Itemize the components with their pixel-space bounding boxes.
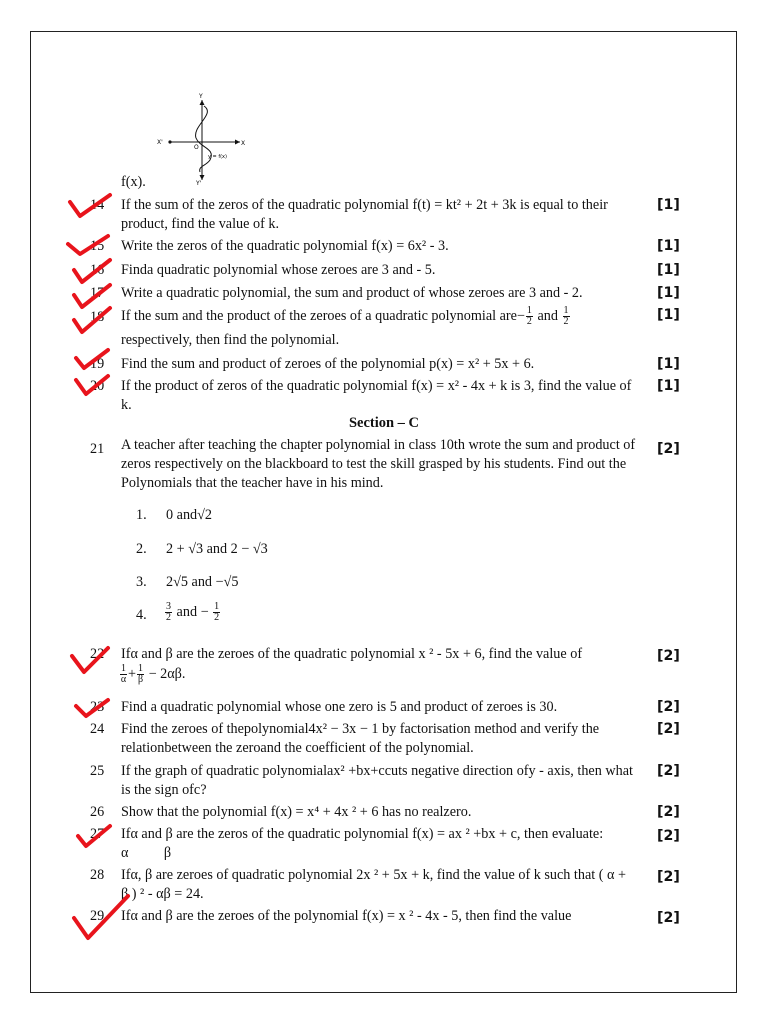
marks: [1]	[657, 356, 680, 372]
marks: [2]	[657, 441, 680, 457]
question-number: 24	[90, 721, 105, 737]
check-mark-icon	[72, 346, 112, 374]
marks: [2]	[657, 828, 680, 844]
question-text-part: and	[537, 307, 558, 324]
list-item-index: 1.	[136, 507, 147, 523]
list-item: 2√5 and −√5	[166, 574, 239, 590]
list-item: $\frac{3}{2}$ and − $\frac{1}{2}$	[166, 601, 220, 623]
fraction: $\frac{1}{2}$	[214, 601, 220, 623]
svg-text:Y: Y	[199, 93, 203, 100]
marks: [2]	[657, 699, 680, 715]
question-text	[121, 306, 651, 327]
question-text: Show that the polynomial f(x) = x⁴ + 4x ² + 6 has no realzero.	[121, 804, 472, 820]
list-item-index: 4.	[136, 607, 147, 623]
question-text: If the graph of quadratic polynomialax² +bx+ccuts negative direction ofy - axis, then what is the sign ofc?	[121, 763, 633, 798]
question-text-part: If the sum and the product of the zeroes of a quadratic polynomial are−	[121, 307, 525, 324]
question-text: Write a quadratic polynomial, the sum and product of whose zeroes are 3 and - 2.	[121, 285, 583, 301]
question-text-cont: respectively, then find the polynomial.	[121, 332, 340, 348]
svg-text:Y': Y'	[196, 180, 202, 187]
question-text: Ifα and β are the zeroes of the quadratic polynomial x ² - 5x + 6, find the value of	[121, 646, 583, 662]
check-mark-icon	[70, 304, 114, 336]
question-number: 16	[90, 262, 105, 278]
list-item: 2 + √3 and 2 − √3	[166, 541, 268, 557]
question-text: If the sum of the zeros of the quadratic polynomial f(t) = kt² + 2t + 3k is equal to their product, find the value of k.	[121, 197, 608, 232]
fraction: $\frac{1}{2}$	[563, 305, 569, 327]
question-number: 26	[90, 804, 105, 820]
question-text: Finda quadratic polynomial whose zeroes are 3 and - 5.	[121, 262, 436, 278]
marks: [2]	[657, 721, 680, 737]
check-mark-icon	[72, 372, 112, 398]
question-number: 17	[90, 285, 105, 301]
svg-text:X': X'	[157, 139, 163, 146]
question-number: 22	[90, 646, 105, 662]
marks: [2]	[657, 804, 680, 820]
question-number: 29	[90, 908, 105, 924]
svg-text:X: X	[241, 140, 246, 147]
question-number: 18	[90, 309, 105, 325]
svg-text:O: O	[194, 144, 199, 151]
question-number: 20	[90, 378, 105, 394]
check-mark-icon	[72, 696, 112, 720]
marks: [1]	[657, 238, 680, 254]
fx-label: f(x).	[121, 174, 146, 190]
question-text: Find a quadratic polynomial whose one zero is 5 and product of zeroes is 30.	[121, 699, 558, 715]
marks: [1]	[657, 262, 680, 278]
question-text: Find the sum and product of zeroes of the polynomial p(x) = x² + 5x + 6.	[121, 356, 535, 372]
check-mark-icon	[68, 892, 132, 944]
question-number: 28	[90, 867, 105, 883]
marks: [1]	[657, 307, 680, 323]
check-mark-icon	[74, 822, 114, 850]
question-text: Ifα and β are the zeros of the quadratic polynomial f(x) = ax ² +bx + c, then evaluate: α β	[121, 826, 621, 861]
marks: [2]	[657, 910, 680, 926]
question-number: 15	[90, 238, 105, 254]
list-item: 0 and√2	[166, 507, 213, 523]
question-text: Find the zeroes of thepolynomial4x² − 3x − 1 by factorisation method and verify the relationbetween the zeroand the coefficient of the polynomial.	[121, 721, 600, 756]
question-number: 21	[90, 441, 105, 457]
marks: [1]	[657, 285, 680, 301]
svg-text:y = f(x): y = f(x)	[208, 154, 227, 160]
list-item-index: 3.	[136, 574, 147, 590]
check-mark-icon	[68, 644, 112, 676]
section-heading: Section – C	[348, 415, 420, 431]
question-number: 27	[90, 826, 105, 842]
question-text: Write the zeros of the quadratic polynomial f(x) = 6x² - 3.	[121, 238, 449, 254]
question-number: 19	[90, 356, 105, 372]
fraction: $\frac{3}{2}$	[166, 601, 171, 623]
question-text: A teacher after teaching the chapter polynomial in class 10th wrote the sum and product of zeros respectively on the blackboard to test the skill grasped by his students. Find out the Polynomials that the teacher have in his mind.	[121, 437, 636, 491]
question-text: If the product of zeros of the quadratic polynomial f(x) = x² - 4x + k is 3, find the value of k.	[121, 378, 632, 413]
marks: [1]	[657, 378, 680, 394]
marks: [2]	[657, 648, 680, 664]
question-text: Ifα, β are zeroes of quadratic polynomial 2x ² + 5x + k, find the value of k such that ( α + β ) ² - αβ = 24.	[121, 867, 626, 902]
question-number: 14	[90, 197, 105, 213]
check-mark-icon	[66, 192, 114, 220]
question-number: 23	[90, 699, 105, 715]
fraction: $\frac{1}{2}$	[526, 305, 532, 327]
marks: [1]	[657, 197, 680, 213]
list-item-index: 2.	[136, 541, 147, 557]
question-text: Ifα and β are the zeroes of the polynomial f(x) = x ² - 4x - 5, then find the value	[121, 908, 572, 924]
marks: [2]	[657, 869, 680, 885]
question-text-cont: $\frac{1}{\alpha}$ + $\frac{1}{\beta}$ − 2αβ.	[120, 663, 186, 685]
question-number: 25	[90, 763, 105, 779]
marks: [2]	[657, 763, 680, 779]
